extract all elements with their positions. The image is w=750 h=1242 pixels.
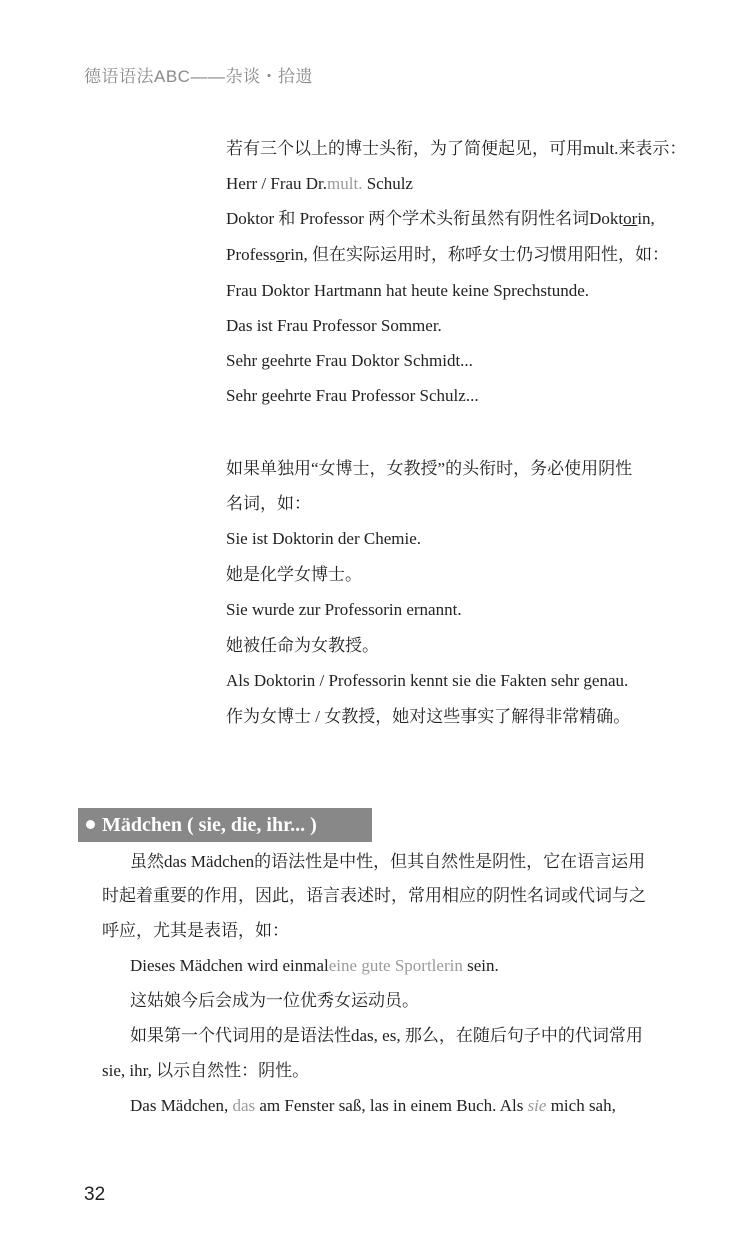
text-run: Doktor 和 Professor 两个学术头衔虽然有阴性名词Dokt <box>226 209 624 228</box>
text-run: rin, 但在实际运用时，称呼女士仍习惯用阳性，如： <box>284 245 669 264</box>
example-text: Herr / Frau Dr. <box>226 174 328 193</box>
example-line: Das ist Frau Professor Sommer. <box>226 316 442 335</box>
text-run: Profess <box>226 245 277 264</box>
example-line: Als Doktorin / Professorin kennt sie die Fakten sehr genau. <box>226 671 629 690</box>
section-heading <box>78 808 372 842</box>
inserted-phrase: eine gute Sportlerin <box>328 956 463 975</box>
paragraph-line: 如果单独用“女博士，女教授”的头衔时，务必使用阴性 <box>226 459 633 478</box>
example-line <box>130 955 499 977</box>
page-number: 32 <box>84 1184 106 1205</box>
paragraph-line: sie, ihr, 以示自然性：阴性。 <box>102 1061 310 1080</box>
example-text: Schulz <box>362 174 413 193</box>
text-run: sein. <box>462 956 499 975</box>
paragraph-line: 虽然das Mädchen的语法性是中性，但其自然性是阴性，它在语言运用 <box>130 852 646 871</box>
example-line <box>226 173 413 195</box>
bullet-icon <box>86 820 95 829</box>
paragraph-line: 时起着重要的作用，因此，语言表述时，常用相应的阴性名词或代词与之 <box>102 886 646 905</box>
example-line: Frau Doktor Hartmann hat heute keine Sprechstunde. <box>226 281 590 300</box>
translation-line: 这姑娘今后会成为一位优秀女运动员。 <box>130 991 419 1010</box>
paragraph-line <box>226 208 655 230</box>
example-line: Sehr geehrte Frau Doktor Schmidt... <box>226 351 473 370</box>
example-line: Sie ist Doktorin der Chemie. <box>226 529 422 548</box>
text-run: mich sah, <box>550 1096 616 1115</box>
example-line: Sehr geehrte Frau Professor Schulz... <box>226 386 479 405</box>
text-run: Dieses Mädchen wird einmal <box>130 956 329 975</box>
paragraph-line <box>226 244 669 266</box>
text-run: am Fenster saß, las in einem Buch. Als <box>259 1096 524 1115</box>
example-line: Sie wurde zur Professorin ernannt. <box>226 600 462 619</box>
stressed-syllable: or <box>623 209 638 228</box>
translation-line: 她是化学女博士。 <box>226 565 362 584</box>
paragraph-line: 如果第一个代词用的是语法性das, es, 那么，在随后句子中的代词常用 <box>130 1026 643 1045</box>
section-heading-text: Mädchen ( sie, die, ihr... ) <box>102 814 317 836</box>
translation-line: 作为女博士 / 女教授，她对这些事实了解得非常精确。 <box>226 707 631 726</box>
inserted-word: das <box>228 1096 260 1115</box>
stressed-syllable: o <box>276 245 285 264</box>
translation-line: 她被任命为女教授。 <box>226 636 379 655</box>
paragraph-line: 若有三个以上的博士头衔，为了简便起见，可用mult.来表示： <box>226 139 687 158</box>
example-line <box>130 1095 616 1117</box>
paragraph-line: 呼应，尤其是表语，如： <box>102 921 289 940</box>
text-run: in, <box>637 209 655 228</box>
paragraph-line: 名词，如： <box>226 494 311 513</box>
inserted-word: sie <box>523 1096 551 1115</box>
running-header: 德语语法ABC——杂谈・拾遗 <box>84 67 313 86</box>
text-run: Das Mädchen, <box>130 1096 229 1115</box>
inserted-word: mult. <box>327 174 363 193</box>
